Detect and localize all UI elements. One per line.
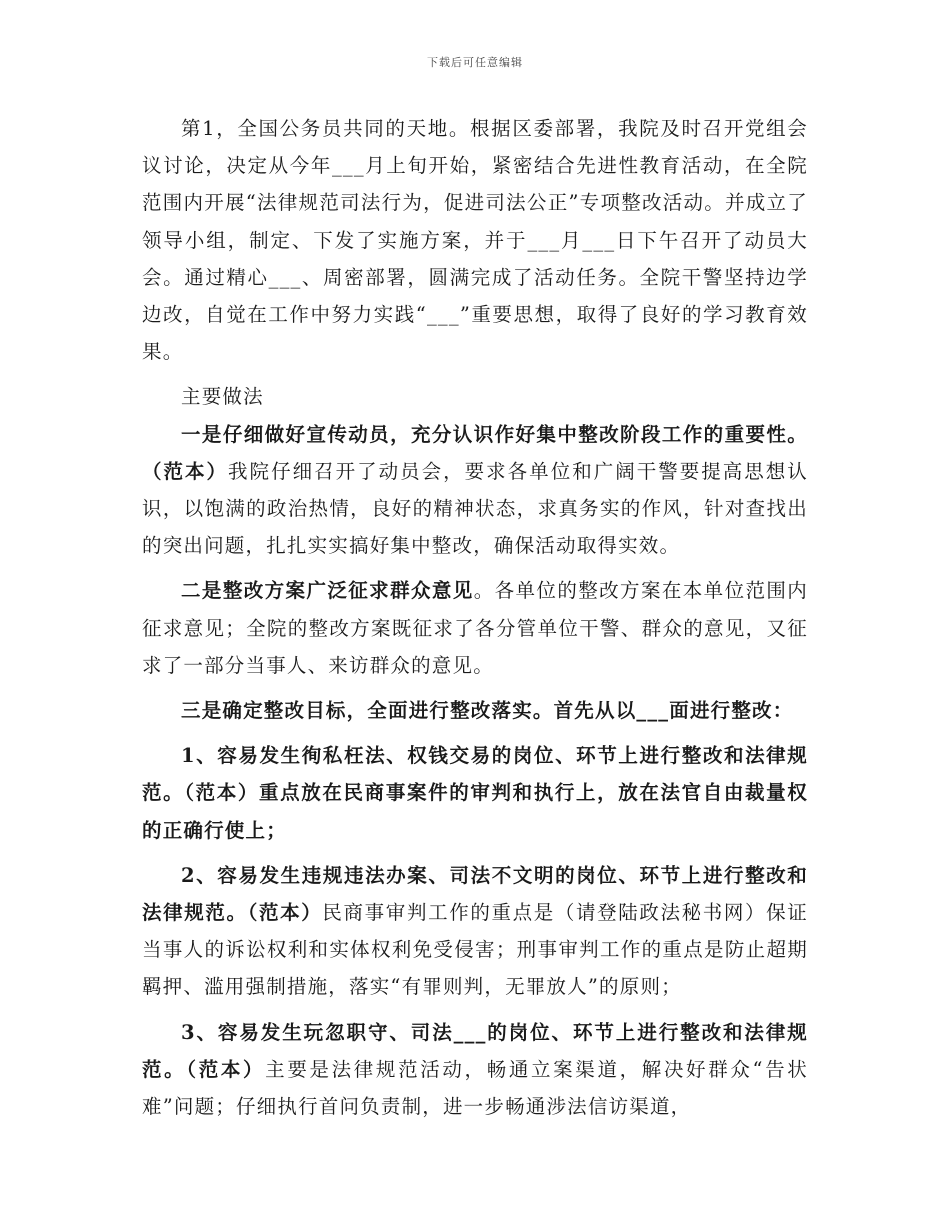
page-header: 下载后可任意编辑: [427, 56, 523, 69]
paragraph-text: 主要是法律规范活动，畅通立案渠道，解决好群众“告状难”问题；仔细执行首问负责制，进一步畅通涉法信访渠道，: [142, 1057, 808, 1119]
measure-3-paragraph: [142, 692, 808, 729]
paragraph-text: 。各单位的整改方案在本单位范围内征求意见；全院的整改方案既征求了各分管单位干警、群众的意见，又征求了一部分当事人、来访群众的意见。: [142, 579, 808, 677]
item-3-paragraph: [142, 1014, 808, 1126]
document-body: [142, 110, 808, 1125]
intro-paragraph: [142, 110, 808, 370]
paragraph-lead: 1、容易发生徇私枉法、权钱交易的岗位、环节上进行整改和法律规范。（范本）重点放在民商事案件的审判和执行上，放在法官自由裁量权的正确行使上；: [142, 744, 808, 842]
paragraph-text: 我院仔细召开了动员会，要求各单位和广阔干警要提高思想认识，以饱满的政治热情，良好的精神状态，求真务实的作风，针对查找出的突出问题，扎扎实实搞好集中整改，确保活动取得实效。: [142, 459, 808, 558]
item-1-paragraph: [142, 737, 808, 849]
measure-2-paragraph: [142, 572, 808, 684]
paragraph-lead: 3、容易发生玩忽职守、司法___的岗位、环节上进行整改和法律规范。（范本）: [142, 1020, 808, 1081]
paragraph-lead: 三是确定整改目标，全面进行整改落实。首先从以___面进行整改：: [181, 699, 794, 723]
paragraph-text: 民商事审判工作的重点是（请登陆政法秘书网）保证当事人的诉讼权利和实体权利免受侵害；刑事审判工作的重点是防止超期羁押、滥用强制措施，落实“有罪则判，无罪放人”的原则；: [142, 901, 808, 999]
paragraph-text: 第1，全国公务员共同的天地。根据区委部署，我院及时召开党组会议讨论，决定从今年___月上旬开始，紧密结合先进性教育活动，在全院范围内开展“法律规范司法行为，促进司法公正”专项整改活动。并成立了领导小组，制定、下发了实施方案，并于___月___日下午召开了动员大会。通过精心___、周密部署，圆满完成了活动任务。全院干警坚持边学边改，自觉在工作中努力实践“___”重要思想，取得了良好的学习教育效果。: [142, 117, 808, 364]
item-2-paragraph: [142, 857, 808, 1006]
paragraph-lead: 二是整改方案广泛征求群众意见: [181, 579, 474, 603]
section-heading: [142, 378, 808, 415]
paragraph-lead: 一是仔细做好宣传动员，充分认识作好集中整改阶段工作的重要性。（范本）: [142, 422, 808, 483]
paragraph-lead: 2、容易发生违规违法办案、司法不文明的岗位、环节上进行整改和法律规范。（范本）: [142, 863, 808, 925]
measure-1-paragraph: [142, 416, 808, 565]
section-heading-text: 主要做法: [181, 385, 264, 409]
